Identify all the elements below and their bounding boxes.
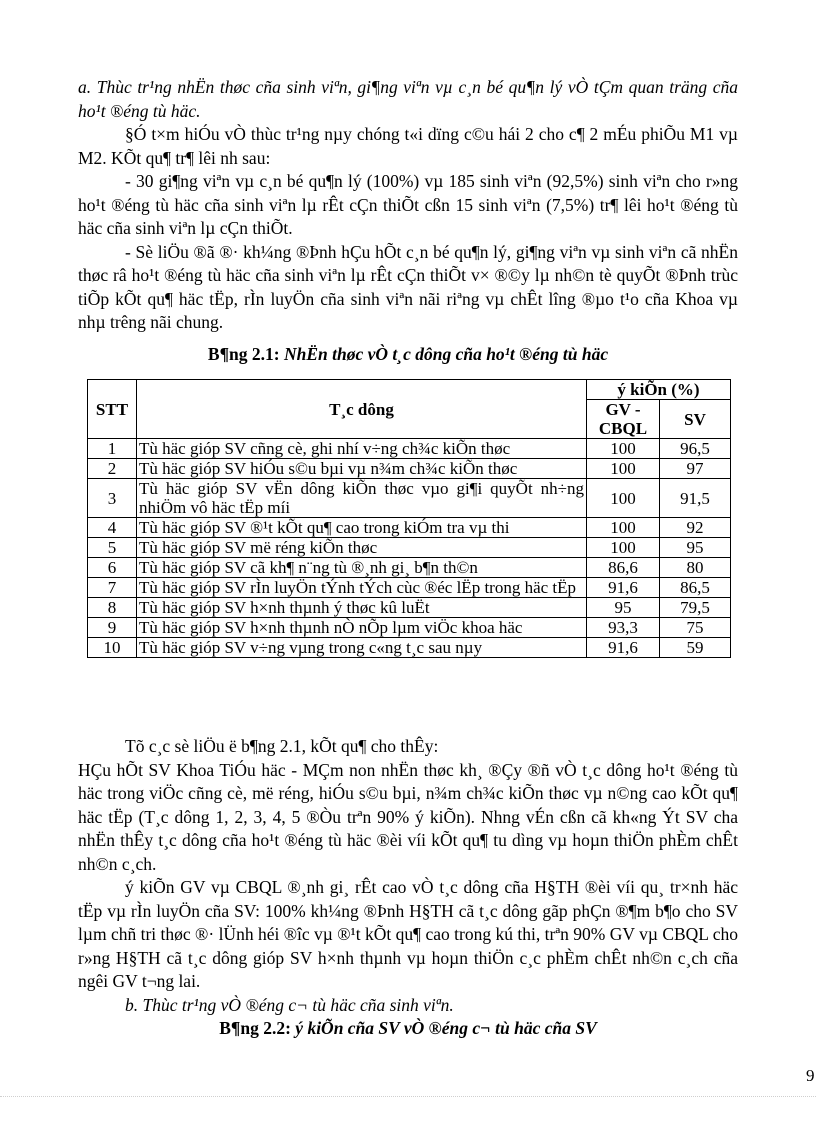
table-row: [88, 618, 731, 638]
effects-table: [87, 379, 731, 658]
row-effect: Tù häc gióp SV ®¹t kÕt qu¶ cao trong kiÓm tra vµ thi: [137, 518, 587, 538]
row-effect: Tù häc gióp SV cã kh¶ n¨ng tù ®¸nh gi¸ b¶n th©n: [137, 558, 587, 578]
row-gv-value: 91,6: [587, 638, 660, 658]
row-number: 6: [88, 558, 137, 578]
row-number: 5: [88, 538, 137, 558]
section-b-heading: b. Thùc tr¹ng vÒ ®éng c¬ tù häc cña sinh viªn.: [125, 994, 454, 1015]
row-sv-value: 97: [660, 459, 731, 479]
header-sv: SV: [660, 400, 731, 439]
row-effect: Tù häc gióp SV h×nh thµnh ý thøc kû luËt: [137, 598, 587, 618]
table-row: [88, 538, 731, 558]
analysis: [78, 735, 738, 1041]
row-effect: Tù häc gióp SV h×nh thµnh nÒ nÕp lµm viÖc khoa häc: [137, 618, 587, 638]
row-effect: Tù häc gióp SV më réng kiÕn thøc: [137, 538, 587, 558]
row-sv-value: 96,5: [660, 439, 731, 459]
page-bottom-divider: [0, 1096, 816, 1097]
section-a: [78, 76, 738, 366]
header-stt: STT: [88, 380, 137, 439]
row-gv-value: 100: [587, 439, 660, 459]
row-number: 1: [88, 439, 137, 459]
row-gv-value: 100: [587, 538, 660, 558]
row-number: 9: [88, 618, 137, 638]
row-gv-value: 100: [587, 459, 660, 479]
row-number: 7: [88, 578, 137, 598]
table-label: B¶ng 2.1:: [207, 343, 280, 364]
row-number: 3: [88, 479, 137, 518]
paragraph: Tõ c¸c sè liÖu ë b¶ng 2.1, kÕt qu¶ cho thÊy:: [125, 736, 439, 756]
table-title: ý kiÕn cña SV vÒ ®éng c¬ tù häc cña SV: [295, 1018, 597, 1038]
header-opinion: ý kiÕn (%): [587, 380, 731, 400]
row-gv-value: 93,3: [587, 618, 660, 638]
row-number: 4: [88, 518, 137, 538]
paragraph: - Sè liÖu ®ã ®· kh¼ng ®Þnh hÇu hÕt c¸n bé qu¶n lý, gi¶ng viªn vµ sinh viªn cã nhËn thøc râ ho¹t ®éng tù häc cña sinh viªn lµ rÊt cÇn thiÕt v× ®©y lµ nh©n tè quyÕt ®Þnh trùc tiÕp kÕt qu¶ häc tËp, rÌn luyÖn cña sinh viªn nãi riªng vµ chÊt lîng ®µo t¹o cña Khoa vµ nhµ trêng nãi chung.: [78, 241, 738, 332]
table-row: [88, 518, 731, 538]
table-row: [88, 459, 731, 479]
table-caption: [78, 343, 738, 367]
table-row: [88, 578, 731, 598]
paragraph: ý kiÕn GV vµ CBQL ®¸nh gi¸ rÊt cao vÒ t¸c dông cña H§TH ®èi víi qu¸ tr×nh häc tËp vµ rÌn luyÖn cña SV: 100% kh¼ng ®Þnh H§TH cã t¸c dông gãp phÇn ®¶m b¶o cho SV lµm chñ tri thøc ®· lÜnh héi ®îc vµ ®¹t kÕt qu¶ cao trong kú thi, trªn 90% GV vµ CBQL cho r»ng H§TH cã t¸c dông gióp SV h×nh thµnh vµ hoµn thiÖn c¸c phÈm chÊt nh©n c¸ch cña ngêi GV t¬ng lai.: [78, 877, 738, 991]
paragraph: - 30 gi¶ng viªn vµ c¸n bé qu¶n lý (100%) vµ 185 sinh viªn (92,5%) sinh viªn cho r»ng ho¹t ®éng tù häc cña sinh viªn lµ rÊt cÇn thiÕt cßn 15 sinh viªn (7,5%) tr¶ lêi ho¹t ®éng tù häc cña sinh viªn lµ cÇn thiÕt.: [78, 171, 738, 238]
row-sv-value: 80: [660, 558, 731, 578]
row-sv-value: 75: [660, 618, 731, 638]
table-row: [88, 638, 731, 658]
table-row: [88, 558, 731, 578]
row-number: 2: [88, 459, 137, 479]
section-a-heading: a. Thùc tr¹ng nhËn thøc cña sinh viªn, gi¶ng viªn vµ c¸n bé qu¶n lý vÒ tÇm quan träng cña ho¹t ®éng tù häc.: [78, 77, 738, 121]
effects-table-body: [88, 439, 731, 658]
header-gv: GV - CBQL: [587, 400, 660, 439]
paragraph: §Ó t×m hiÓu vÒ thùc tr¹ng nµy chóng t«i dïng c©u hái 2 cho c¶ 2 mÉu phiÕu M1 vµ M2. KÕt qu¶ tr¶ lêi nh sau:: [78, 124, 738, 168]
row-effect: Tù häc gióp SV hiÓu s©u bµi vµ n¾m ch¾c kiÕn thøc: [137, 459, 587, 479]
row-sv-value: 92: [660, 518, 731, 538]
table-row: [88, 598, 731, 618]
row-number: 10: [88, 638, 137, 658]
table-row: [88, 439, 731, 459]
paragraph: HÇu hÕt SV Khoa TiÓu häc - MÇm non nhËn thøc kh¸ ®Çy ®ñ vÒ t¸c dông ho¹t ®éng tù häc trong viÖc cñng cè, më réng, hiÓu s©u bµi, n¾m ch¾c kiÕn thøc vµ n©ng cao kÕt qu¶ häc tËp (T¸c dông 1, 2, 3, 4, 5 ®Òu trªn 90% ý kiÕn). Nhng vÉn cßn cã kh«ng Ýt SV cha nhËn thÊy t¸c dông cña ho¹t ®éng tù häc ®èi víi kÕt qu¶ tu dìng vµ hoµn thiÖn phÈm chÊt nh©n c¸ch.: [78, 759, 738, 874]
row-gv-value: 86,6: [587, 558, 660, 578]
row-sv-value: 79,5: [660, 598, 731, 618]
row-gv-value: 95: [587, 598, 660, 618]
row-gv-value: 100: [587, 479, 660, 518]
header-effect: T¸c dông: [137, 380, 587, 439]
row-sv-value: 95: [660, 538, 731, 558]
table-row: [88, 479, 731, 518]
row-gv-value: 100: [587, 518, 660, 538]
row-effect: Tù häc gióp SV v÷ng vµng trong c«ng t¸c sau nµy: [137, 638, 587, 658]
row-gv-value: 91,6: [587, 578, 660, 598]
table-label: B¶ng 2.2:: [219, 1018, 291, 1038]
row-sv-value: 59: [660, 638, 731, 658]
row-effect: Tù häc gióp SV rÌn luyÖn tÝnh tÝch cùc ®éc lËp trong häc tËp: [137, 578, 587, 598]
table-title: NhËn thøc vÒ t¸c dông cña ho¹t ®éng tù häc: [283, 343, 609, 364]
page-number: 9: [806, 1066, 815, 1085]
table-caption: [78, 1017, 738, 1041]
row-sv-value: 91,5: [660, 479, 731, 518]
row-number: 8: [88, 598, 137, 618]
row-effect: Tù häc gióp SV cñng cè, ghi nhí v÷ng ch¾c kiÕn thøc: [137, 439, 587, 459]
row-sv-value: 86,5: [660, 578, 731, 598]
row-effect: Tù häc gióp SV vËn dông kiÕn thøc vµo gi¶i quyÕt nh÷ng nhiÖm vô häc tËp míi: [137, 479, 587, 518]
